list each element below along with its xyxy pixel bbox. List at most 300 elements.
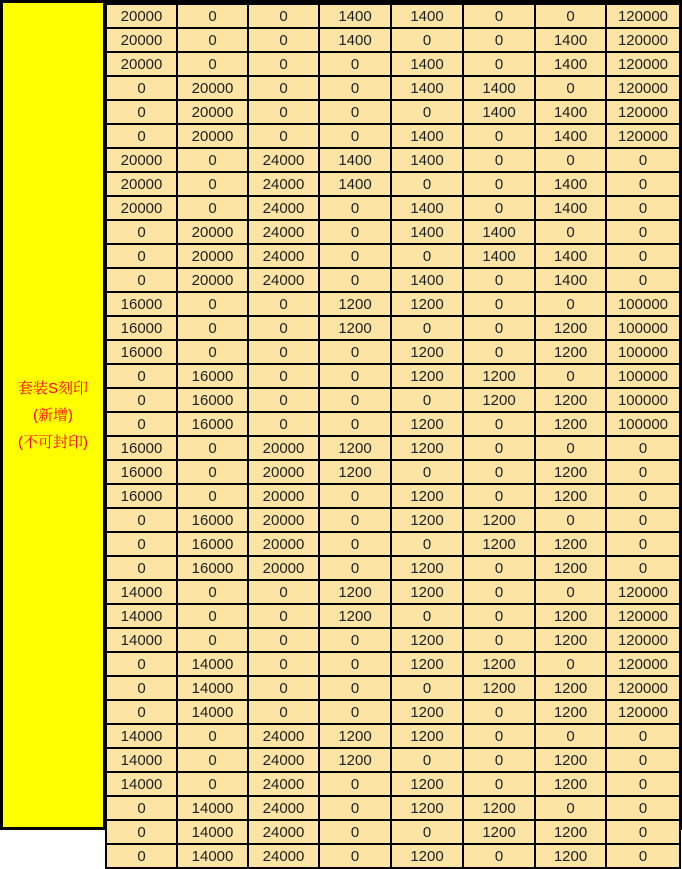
value-cell: 1200 <box>391 436 463 460</box>
value-cell: 0 <box>177 628 248 652</box>
value-cell: 1200 <box>391 724 463 748</box>
value-cell: 20000 <box>248 436 319 460</box>
value-cell: 24000 <box>248 772 319 796</box>
value-cell: 14000 <box>106 604 177 628</box>
value-cell: 0 <box>248 76 319 100</box>
value-cell: 0 <box>463 268 535 292</box>
value-cell: 14000 <box>177 820 248 844</box>
value-cell: 1200 <box>463 388 535 412</box>
value-cell: 0 <box>319 844 391 868</box>
value-cell: 0 <box>463 316 535 340</box>
value-cell: 0 <box>463 844 535 868</box>
value-cell: 1200 <box>391 580 463 604</box>
value-cell: 0 <box>319 268 391 292</box>
value-cell: 0 <box>391 28 463 52</box>
value-cell: 0 <box>463 28 535 52</box>
table-row <box>106 724 680 748</box>
table-row <box>106 580 680 604</box>
value-cell: 1200 <box>391 796 463 820</box>
value-cell: 16000 <box>177 388 248 412</box>
value-cell: 0 <box>319 76 391 100</box>
value-cell: 24000 <box>248 244 319 268</box>
value-cell: 0 <box>319 820 391 844</box>
value-cell: 1200 <box>319 436 391 460</box>
value-cell: 0 <box>319 388 391 412</box>
value-cell: 0 <box>606 844 680 868</box>
value-cell: 0 <box>463 724 535 748</box>
table-row <box>106 820 680 844</box>
table-row <box>106 628 680 652</box>
value-cell: 0 <box>535 724 606 748</box>
value-cell: 16000 <box>177 556 248 580</box>
value-cell: 0 <box>319 796 391 820</box>
value-cell: 14000 <box>177 796 248 820</box>
table-row <box>106 340 680 364</box>
value-cell: 24000 <box>248 724 319 748</box>
value-cell: 0 <box>177 580 248 604</box>
value-cell: 0 <box>319 628 391 652</box>
value-cell: 1200 <box>535 532 606 556</box>
value-cell: 1200 <box>535 484 606 508</box>
value-cell: 0 <box>535 4 606 28</box>
value-cell: 0 <box>606 724 680 748</box>
value-cell: 0 <box>391 460 463 484</box>
value-cell: 120000 <box>606 580 680 604</box>
value-cell: 1200 <box>535 820 606 844</box>
value-cell: 14000 <box>177 676 248 700</box>
value-cell: 20000 <box>177 268 248 292</box>
value-cell: 0 <box>319 676 391 700</box>
value-cell: 0 <box>463 484 535 508</box>
value-cell: 0 <box>177 436 248 460</box>
value-cell: 0 <box>319 340 391 364</box>
value-cell: 24000 <box>248 148 319 172</box>
value-cell: 0 <box>463 580 535 604</box>
value-cell: 0 <box>391 748 463 772</box>
value-cell: 0 <box>248 4 319 28</box>
value-cell: 0 <box>535 652 606 676</box>
value-cell: 1200 <box>391 484 463 508</box>
value-cell: 14000 <box>177 652 248 676</box>
value-cell: 0 <box>106 652 177 676</box>
value-cell: 0 <box>177 460 248 484</box>
value-cell: 0 <box>177 196 248 220</box>
table-row <box>106 556 680 580</box>
value-cell: 24000 <box>248 748 319 772</box>
value-cell: 0 <box>606 244 680 268</box>
value-cell: 0 <box>177 292 248 316</box>
value-cell: 1200 <box>391 844 463 868</box>
value-cell: 20000 <box>106 52 177 76</box>
table-row <box>106 388 680 412</box>
value-cell: 0 <box>248 52 319 76</box>
table-row <box>106 412 680 436</box>
table-row <box>106 700 680 724</box>
value-cell: 16000 <box>106 292 177 316</box>
table-row <box>106 316 680 340</box>
value-cell: 0 <box>606 172 680 196</box>
value-cell: 0 <box>106 532 177 556</box>
value-cell: 1200 <box>535 628 606 652</box>
value-cell: 1400 <box>463 220 535 244</box>
table-row <box>106 220 680 244</box>
value-cell: 1200 <box>463 652 535 676</box>
value-cell: 0 <box>248 364 319 388</box>
value-cell: 0 <box>463 148 535 172</box>
value-cell: 0 <box>606 748 680 772</box>
value-cell: 0 <box>248 628 319 652</box>
value-cell: 0 <box>606 436 680 460</box>
value-cell: 1200 <box>535 412 606 436</box>
value-cell: 1200 <box>391 292 463 316</box>
merged-label-cell <box>3 3 105 827</box>
value-cell: 0 <box>106 244 177 268</box>
value-cell: 16000 <box>177 532 248 556</box>
value-cell: 1200 <box>391 364 463 388</box>
value-cell: 0 <box>535 580 606 604</box>
value-cell: 0 <box>106 412 177 436</box>
value-cell: 24000 <box>248 844 319 868</box>
value-cell: 0 <box>463 436 535 460</box>
value-cell: 1200 <box>463 532 535 556</box>
table-row <box>106 124 680 148</box>
value-cell: 1400 <box>319 172 391 196</box>
value-cell: 0 <box>391 676 463 700</box>
value-cell: 1400 <box>391 52 463 76</box>
value-cell: 24000 <box>248 796 319 820</box>
value-cell: 0 <box>391 100 463 124</box>
value-cell: 0 <box>606 196 680 220</box>
value-cell: 100000 <box>606 364 680 388</box>
value-cell: 1200 <box>535 748 606 772</box>
value-cell: 0 <box>248 100 319 124</box>
value-cell: 0 <box>106 676 177 700</box>
value-cell: 0 <box>463 52 535 76</box>
value-cell: 0 <box>463 628 535 652</box>
value-cell: 0 <box>177 484 248 508</box>
value-cell: 0 <box>391 244 463 268</box>
value-cell: 100000 <box>606 292 680 316</box>
value-cell: 24000 <box>248 820 319 844</box>
value-cell: 0 <box>463 196 535 220</box>
value-cell: 0 <box>319 772 391 796</box>
value-cell: 0 <box>319 532 391 556</box>
value-cell: 16000 <box>177 364 248 388</box>
value-cell: 14000 <box>177 700 248 724</box>
value-cell: 1200 <box>535 700 606 724</box>
value-cell: 20000 <box>248 508 319 532</box>
value-cell: 0 <box>106 820 177 844</box>
value-cell: 14000 <box>177 844 248 868</box>
table-row <box>106 52 680 76</box>
value-cell: 0 <box>177 724 248 748</box>
value-cell: 1400 <box>463 244 535 268</box>
value-cell: 0 <box>463 460 535 484</box>
value-cell: 0 <box>106 76 177 100</box>
value-cell: 1400 <box>535 268 606 292</box>
table-row <box>106 772 680 796</box>
value-cell: 1400 <box>535 100 606 124</box>
value-cell: 0 <box>319 484 391 508</box>
value-cell: 20000 <box>106 4 177 28</box>
value-cell: 0 <box>319 52 391 76</box>
value-cell: 0 <box>106 100 177 124</box>
value-cell: 0 <box>106 556 177 580</box>
value-cell: 1200 <box>463 796 535 820</box>
value-cell: 0 <box>535 436 606 460</box>
table-row <box>106 460 680 484</box>
value-cell: 0 <box>463 556 535 580</box>
value-cell: 1200 <box>319 724 391 748</box>
value-cell: 0 <box>248 700 319 724</box>
value-cell: 1200 <box>391 628 463 652</box>
value-cell: 120000 <box>606 676 680 700</box>
table-row <box>106 100 680 124</box>
value-cell: 0 <box>391 316 463 340</box>
value-cell: 1400 <box>391 124 463 148</box>
value-cell: 0 <box>177 316 248 340</box>
value-cell: 0 <box>606 148 680 172</box>
value-cell: 20000 <box>248 556 319 580</box>
value-cell: 0 <box>106 268 177 292</box>
value-cell: 1200 <box>391 700 463 724</box>
value-cell: 0 <box>106 508 177 532</box>
value-cell: 20000 <box>248 484 319 508</box>
value-cell: 1200 <box>463 364 535 388</box>
value-cell: 0 <box>319 412 391 436</box>
value-cell: 1400 <box>535 244 606 268</box>
value-cell: 0 <box>248 124 319 148</box>
value-cell: 100000 <box>606 388 680 412</box>
value-cell: 1200 <box>391 340 463 364</box>
value-cell: 24000 <box>248 220 319 244</box>
value-cell: 0 <box>463 292 535 316</box>
table-row <box>106 196 680 220</box>
value-cell: 14000 <box>106 772 177 796</box>
value-cell: 1200 <box>319 604 391 628</box>
table-row <box>106 244 680 268</box>
value-cell: 24000 <box>248 196 319 220</box>
table-row <box>106 604 680 628</box>
value-cell: 0 <box>463 340 535 364</box>
value-cell: 0 <box>248 388 319 412</box>
value-cell: 1200 <box>535 604 606 628</box>
table-row <box>106 268 680 292</box>
value-cell: 0 <box>248 292 319 316</box>
value-cell: 0 <box>535 292 606 316</box>
value-cell: 20000 <box>248 460 319 484</box>
value-cell: 0 <box>319 196 391 220</box>
value-cell: 0 <box>606 508 680 532</box>
value-cell: 100000 <box>606 316 680 340</box>
value-cell: 1200 <box>391 508 463 532</box>
value-cell: 0 <box>248 412 319 436</box>
value-cell: 1200 <box>463 508 535 532</box>
value-cell: 1200 <box>391 772 463 796</box>
value-cell: 1200 <box>463 676 535 700</box>
table-row <box>106 676 680 700</box>
value-cell: 0 <box>177 52 248 76</box>
value-cell: 0 <box>606 772 680 796</box>
value-cell: 0 <box>391 604 463 628</box>
value-cell: 1200 <box>535 388 606 412</box>
value-cell: 0 <box>319 700 391 724</box>
value-cell: 0 <box>535 364 606 388</box>
value-cell: 0 <box>535 508 606 532</box>
value-cell: 0 <box>177 340 248 364</box>
value-cell: 0 <box>463 172 535 196</box>
value-cell: 20000 <box>177 100 248 124</box>
value-cell: 0 <box>606 268 680 292</box>
value-cell: 0 <box>463 124 535 148</box>
value-cell: 0 <box>463 412 535 436</box>
value-cell: 1400 <box>319 148 391 172</box>
value-cell: 120000 <box>606 628 680 652</box>
value-cell: 16000 <box>177 412 248 436</box>
value-cell: 0 <box>535 796 606 820</box>
label-line-2: (新增) <box>33 406 73 424</box>
value-cell: 0 <box>535 148 606 172</box>
value-cell: 0 <box>248 580 319 604</box>
value-cell: 0 <box>177 28 248 52</box>
value-cell: 1200 <box>319 292 391 316</box>
value-cell: 1400 <box>319 28 391 52</box>
value-cell: 0 <box>391 820 463 844</box>
value-cell: 1200 <box>319 316 391 340</box>
value-cell: 0 <box>319 124 391 148</box>
table-row <box>106 148 680 172</box>
value-cell: 120000 <box>606 124 680 148</box>
value-cell: 1200 <box>535 340 606 364</box>
value-cell: 16000 <box>106 316 177 340</box>
value-cell: 1400 <box>319 4 391 28</box>
value-cell: 1200 <box>319 748 391 772</box>
value-cell: 0 <box>177 748 248 772</box>
value-cell: 16000 <box>106 340 177 364</box>
table-row <box>106 76 680 100</box>
value-cell: 16000 <box>106 460 177 484</box>
value-cell: 0 <box>106 796 177 820</box>
value-cell: 24000 <box>248 268 319 292</box>
value-cell: 0 <box>606 220 680 244</box>
value-cell: 0 <box>248 340 319 364</box>
table-body <box>106 4 680 868</box>
value-cell: 16000 <box>106 436 177 460</box>
value-cell: 16000 <box>177 508 248 532</box>
value-cell: 0 <box>248 676 319 700</box>
value-cell: 120000 <box>606 652 680 676</box>
value-cell: 14000 <box>106 724 177 748</box>
value-cell: 1400 <box>463 100 535 124</box>
value-cell: 1200 <box>535 676 606 700</box>
label-line-3: (不可封印) <box>18 433 88 451</box>
value-grid <box>105 3 681 869</box>
table-row <box>106 436 680 460</box>
value-cell: 1200 <box>391 412 463 436</box>
value-cell: 1400 <box>391 268 463 292</box>
value-cell: 1400 <box>391 220 463 244</box>
value-cell: 0 <box>606 460 680 484</box>
value-cell: 0 <box>106 124 177 148</box>
value-cell: 20000 <box>177 124 248 148</box>
value-cell: 1400 <box>391 76 463 100</box>
value-cell: 0 <box>319 652 391 676</box>
value-cell: 0 <box>606 484 680 508</box>
value-cell: 1200 <box>535 316 606 340</box>
value-cell: 0 <box>177 148 248 172</box>
value-cell: 16000 <box>106 484 177 508</box>
table-row <box>106 796 680 820</box>
value-cell: 20000 <box>106 28 177 52</box>
value-cell: 0 <box>463 4 535 28</box>
value-cell: 0 <box>248 652 319 676</box>
value-cell: 0 <box>319 556 391 580</box>
value-cell: 1400 <box>535 196 606 220</box>
value-cell: 1400 <box>535 124 606 148</box>
value-cell: 0 <box>177 172 248 196</box>
value-cell: 1200 <box>319 460 391 484</box>
value-cell: 1200 <box>535 460 606 484</box>
value-cell: 0 <box>319 508 391 532</box>
value-cell: 1400 <box>463 76 535 100</box>
value-cell: 0 <box>106 844 177 868</box>
value-cell: 14000 <box>106 628 177 652</box>
value-cell: 120000 <box>606 604 680 628</box>
value-cell: 120000 <box>606 100 680 124</box>
table-row <box>106 172 680 196</box>
value-cell: 0 <box>319 100 391 124</box>
value-cell: 0 <box>606 820 680 844</box>
value-cell: 0 <box>606 556 680 580</box>
value-cell: 0 <box>177 772 248 796</box>
table-row <box>106 28 680 52</box>
value-cell: 0 <box>319 220 391 244</box>
value-cell: 1400 <box>535 52 606 76</box>
value-cell: 1200 <box>319 580 391 604</box>
value-cell: 20000 <box>248 532 319 556</box>
value-cell: 1400 <box>535 28 606 52</box>
value-cell: 120000 <box>606 4 680 28</box>
value-cell: 120000 <box>606 28 680 52</box>
value-cell: 1400 <box>391 196 463 220</box>
value-cell: 100000 <box>606 412 680 436</box>
value-cell: 20000 <box>177 244 248 268</box>
table-row <box>106 748 680 772</box>
value-cell: 120000 <box>606 700 680 724</box>
value-cell: 20000 <box>177 220 248 244</box>
value-cell: 20000 <box>106 148 177 172</box>
value-cell: 1200 <box>391 556 463 580</box>
table-row <box>106 484 680 508</box>
value-cell: 20000 <box>106 172 177 196</box>
value-cell: 0 <box>248 604 319 628</box>
table-row <box>106 508 680 532</box>
table-row <box>106 4 680 28</box>
value-cell: 1200 <box>535 556 606 580</box>
value-cell: 100000 <box>606 340 680 364</box>
value-cell: 0 <box>606 532 680 556</box>
value-cell: 0 <box>106 220 177 244</box>
value-cell: 1200 <box>463 820 535 844</box>
value-cell: 0 <box>535 76 606 100</box>
value-cell: 0 <box>463 700 535 724</box>
value-cell: 14000 <box>106 748 177 772</box>
value-cell: 0 <box>391 532 463 556</box>
value-cell: 0 <box>606 796 680 820</box>
value-cell: 14000 <box>106 580 177 604</box>
value-cell: 1400 <box>391 148 463 172</box>
table-row <box>106 844 680 868</box>
